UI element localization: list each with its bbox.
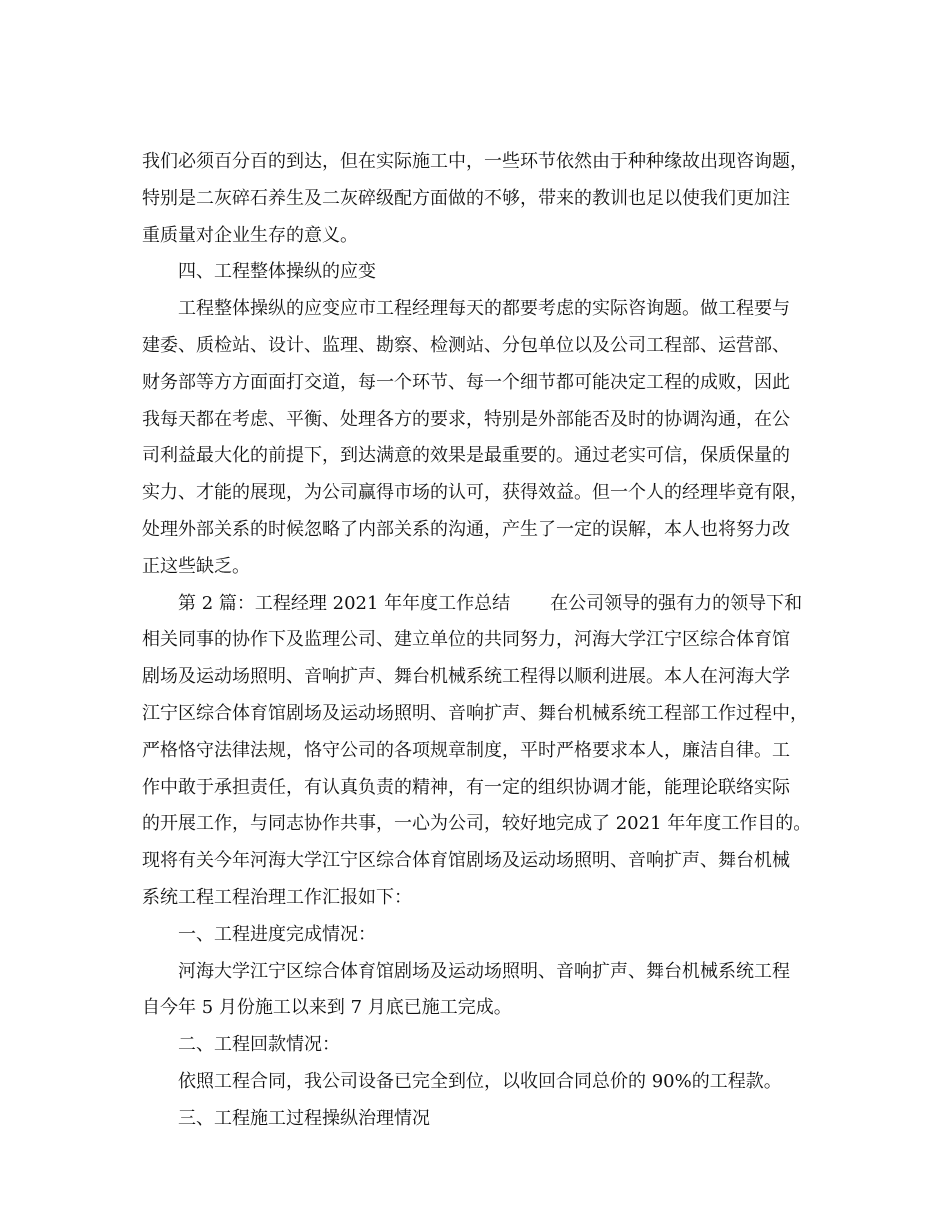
text-line: 财务部等方方面面打交道，每一个环节、每一个细节都可能决定工程的成败，因此 — [142, 371, 790, 393]
article-intro: 在公司领导的强有力的领导下和 — [550, 592, 803, 614]
article-title: 第 2 篇：工程经理 2021 年年度工作总结 — [178, 592, 511, 614]
section-heading: 三、工程施工过程操纵治理情况 — [178, 1107, 430, 1129]
section-heading: 二、工程回款情况： — [178, 1034, 340, 1056]
text-line: 剧场及运动场照明、音响扩声、舞台机械系统工程得以顺利进展。本人在河海大学 — [142, 666, 790, 688]
text-line: 河海大学江宁区综合体育馆剧场及运动场照明、音响扩声、舞台机械系统工程 — [178, 960, 790, 982]
text-line: 工程整体操纵的应变应市工程经理每天的都要考虑的实际咨询题。做工程要与 — [178, 298, 790, 320]
text-line: 自今年 5 月份施工以来到 7 月底已施工完成。 — [142, 997, 512, 1019]
text-line: 特别是二灰碎石养生及二灰碎级配方面做的不够，带来的教训也足以使我们更加注 — [142, 187, 790, 209]
text-line: 现将有关今年河海大学江宁区综合体育馆剧场及运动场照明、音响扩声、舞台机械 — [142, 850, 790, 872]
text-line: 的开展工作，与同志协作共事，一心为公司，较好地完成了 2021 年年度工作目的。 — [142, 813, 812, 835]
text-line: 司利益最大化的前提下，到达满意的效果是最重要的。通过老实可信，保质保量的 — [142, 445, 790, 467]
text-line: 严格恪守法律法规，恪守公司的各项规章制度，平时严格要求本人，廉洁自律。工 — [142, 739, 790, 761]
text-line: 系统工程工程治理工作汇报如下： — [142, 886, 412, 908]
text-line: 实力、才能的展现，为公司赢得市场的认可，获得效益。但一个人的经理毕竟有限， — [142, 482, 808, 504]
text-line: 正这些缺乏。 — [142, 555, 250, 577]
document-body — [142, 144, 812, 1138]
section-heading: 一、工程进度完成情况： — [178, 923, 376, 945]
text-line: 处理外部关系的时候忽略了内部关系的沟通，产生了一定的误解，本人也将努力改 — [142, 518, 790, 540]
section-heading: 四、工程整体操纵的应变 — [178, 261, 376, 283]
text-line: 我每天都在考虑、平衡、处理各方的要求，特别是外部能否及时的协调沟通，在公 — [142, 408, 790, 430]
article-title-line — [142, 586, 812, 623]
text-line: 重质量对企业生存的意义。 — [142, 224, 358, 246]
text-line: 作中敢于承担责任，有认真负责的精神，有一定的组织协调才能，能理论联络实际 — [142, 776, 790, 798]
text-line: 相关同事的协作下及监理公司、建立单位的共同努力，河海大学江宁区综合体育馆 — [142, 629, 790, 651]
text-line: 建委、质检站、设计、监理、勘察、检测站、分包单位以及公司工程部、运营部、 — [142, 334, 790, 356]
text-line: 我们必须百分百的到达，但在实际施工中，一些环节依然由于种种缘故出现咨询题， — [142, 151, 808, 172]
text-line: 江宁区综合体育馆剧场及运动场照明、音响扩声、舞台机械系统工程部工作过程中， — [142, 702, 808, 724]
text-line: 依照工程合同，我公司设备已完全到位，以收回合同总价的 90%的工程款。 — [178, 1070, 782, 1092]
